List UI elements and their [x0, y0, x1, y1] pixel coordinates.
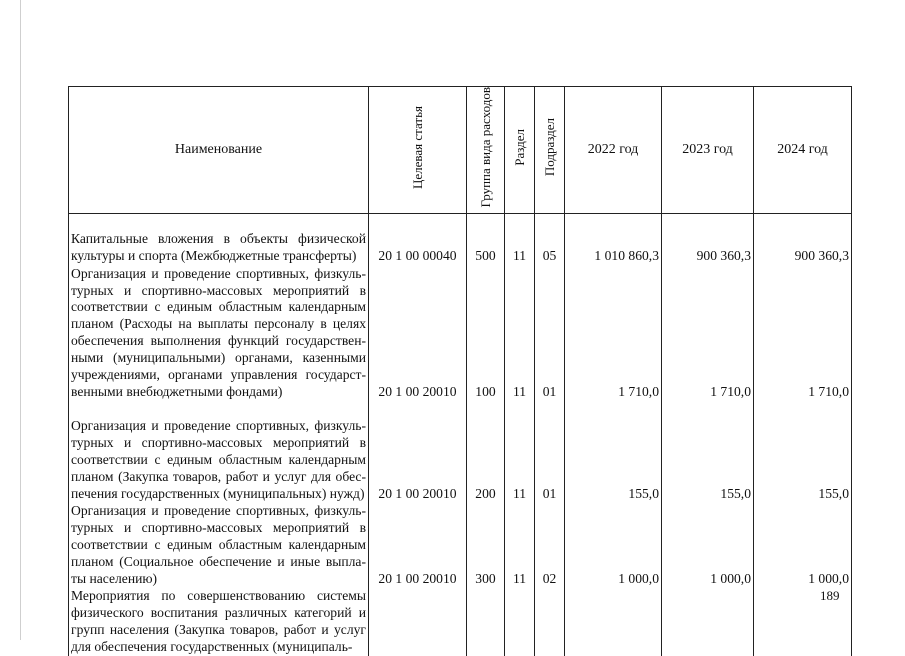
table-row	[69, 401, 852, 503]
row-2024: 1 710,0	[754, 265, 852, 401]
row-group	[467, 588, 505, 656]
row-2023	[662, 588, 754, 656]
budget-table	[68, 86, 852, 656]
row-group: 300	[467, 503, 505, 588]
row-2023: 1 000,0	[662, 503, 754, 588]
row-2023: 1 710,0	[662, 265, 754, 401]
row-2022: 155,0	[565, 401, 662, 503]
row-section: 11	[505, 503, 535, 588]
row-2022: 1 000,0	[565, 503, 662, 588]
row-target: 20 1 00 20010	[369, 401, 467, 503]
row-subsection: 01	[535, 265, 565, 401]
row-2022: 1 010 860,3	[565, 214, 662, 265]
row-2022: 1 710,0	[565, 265, 662, 401]
row-section: 11	[505, 401, 535, 503]
header-name: Наименование	[69, 87, 369, 214]
table-row	[69, 265, 852, 401]
row-2023: 155,0	[662, 401, 754, 503]
row-group: 200	[467, 401, 505, 503]
row-subsection: 01	[535, 401, 565, 503]
header-2023: 2023 год	[662, 87, 754, 214]
header-2024: 2024 год	[754, 87, 852, 214]
page-number: 189	[820, 588, 840, 603]
row-name: Организация и проведение спортивных, физкуль-турных и спортивно-массовых мероприятий в соответствии с единым областным календарным планом (Социальное обеспечение и иные выпла-ты населению)	[69, 503, 369, 588]
row-target: 20 1 00 20010	[369, 503, 467, 588]
row-name: Организация и проведение спортивных, физкуль-турных и спортивно-массовых мероприятий в соответствии с единым областным календарным планом (Расходы на выплаты персоналу в целях обеспечения выполнения функций государствен-ными (муниципальными) органами, казенными учреждениями, органами управления государст-венными внебюджетными фондами)	[69, 265, 369, 401]
row-2024: 1 000,0	[754, 503, 852, 588]
table-row	[69, 588, 852, 656]
binding-margin-line	[20, 0, 21, 640]
row-section: 11	[505, 265, 535, 401]
row-target: 20 1 00 00040	[369, 214, 467, 265]
row-name: Мероприятия по совершенствованию системы физического воспитания различных категорий и групп населения (Закупка товаров, работ и услуг для обеспечения государственных (муниципаль-	[69, 588, 369, 656]
header-subsection: Подраздел	[535, 87, 565, 214]
table-row	[69, 503, 852, 588]
row-2022	[565, 588, 662, 656]
row-section	[505, 588, 535, 656]
row-target	[369, 588, 467, 656]
row-name: Капитальные вложения в объекты физической культуры и спорта (Межбюджетные трансферты)	[69, 214, 369, 265]
row-target: 20 1 00 20010	[369, 265, 467, 401]
header-target-article: Целевая статья	[369, 87, 467, 214]
row-subsection	[535, 588, 565, 656]
row-group: 100	[467, 265, 505, 401]
row-subsection: 02	[535, 503, 565, 588]
row-2024: 155,0	[754, 401, 852, 503]
table-row	[69, 214, 852, 265]
row-subsection: 05	[535, 214, 565, 265]
header-expense-group: Группа вида расходов	[467, 87, 505, 214]
row-2024: 900 360,3	[754, 214, 852, 265]
row-name: Организация и проведение спортивных, физкуль-турных и спортивно-массовых мероприятий в соответствии с единым областным календарным планом (Закупка товаров, работ и услуг для обес-печения государственных (муниципальных) нужд)	[69, 401, 369, 503]
row-2023: 900 360,3	[662, 214, 754, 265]
row-group: 500	[467, 214, 505, 265]
header-2022: 2022 год	[565, 87, 662, 214]
row-section: 11	[505, 214, 535, 265]
header-section: Раздел	[505, 87, 535, 214]
table-header-row	[69, 87, 852, 214]
